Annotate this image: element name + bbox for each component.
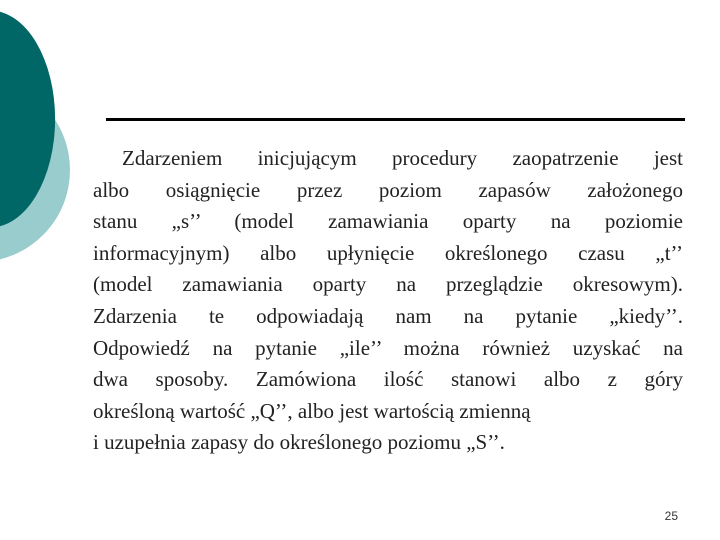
paragraph-line: (model zamawiania oparty na przeglądzie okresowym). [93,272,683,297]
body-paragraph [93,143,683,459]
paragraph-line: i uzupełnia zapasy do określonego poziomu „S’’. [93,430,505,455]
title-divider-rule [106,118,685,121]
paragraph-line: albo osiągnięcie przez poziom zapasów założonego [93,177,683,202]
paragraph-line: informacyjnym) albo upłynięcie określonego czasu „t’’ [93,240,683,265]
paragraph-line: stanu „s’’ (model zamawiania oparty na poziomie [93,209,683,234]
paragraph-line: określoną wartość „Q’’, albo jest wartością zmienną [93,398,531,423]
paragraph-line: Zdarzeniem inicjującym procedury zaopatrzenie jest [122,146,683,170]
paragraph-line: dwa sposoby. Zamówiona ilość stanowi albo z góry [93,367,683,392]
paragraph-line: Zdarzenia te odpowiadają nam na pytanie „kiedy’’. [93,303,683,328]
paragraph-line: Odpowiedź na pytanie „ile’’ można również uzyskać na [93,335,683,360]
page-number: 25 [664,509,678,523]
